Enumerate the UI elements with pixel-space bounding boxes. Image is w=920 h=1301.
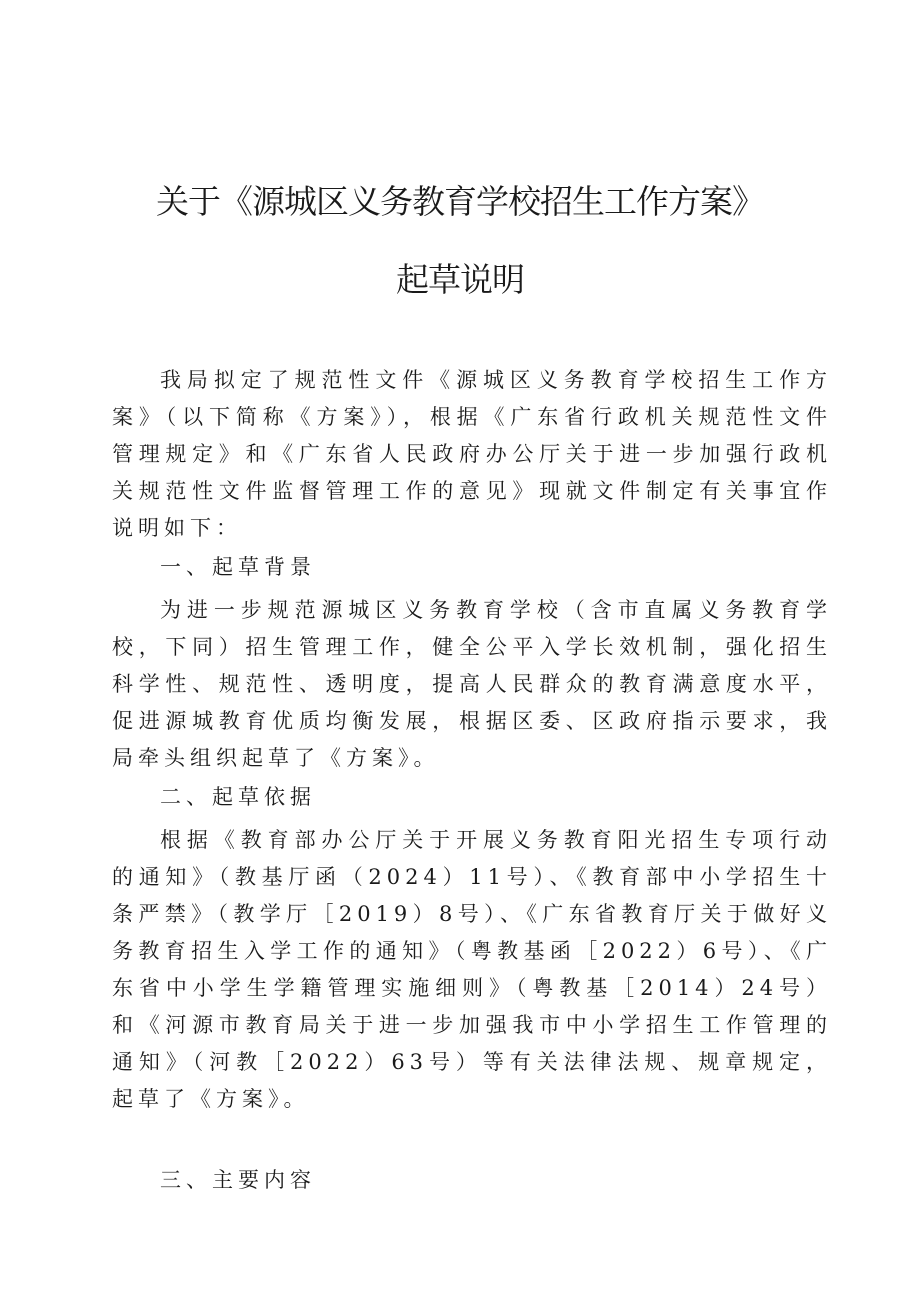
document-subtitle: 起草说明 (396, 260, 524, 299)
section-body-background: 为进一步规范源城区义务教育学校（含市直属义务教育学校，下同）招生管理工作，健全公平入学长效机制，强化招生科学性、规范性、透明度，提高人民群众的教育满意度水平，促进源城教育优质均衡发展，根据区委、区政府指示要求，我局牵头组织起草了《方案》。 (112, 598, 832, 770)
section-heading-basis: 二、起草依据 (160, 785, 316, 809)
document-title: 关于《源城区义务教育学校招生工作方案》 (156, 182, 764, 221)
section-heading-background: 一、起草背景 (160, 555, 316, 579)
section-body-basis: 根据《教育部办公厅关于开展义务教育阳光招生专项行动的通知》（教基厅函（2024）11号）、《教育部中小学招生十条严禁》（教学厅［2019）8号）、《广东省教育厅关于做好义务教育招生入学工作的通知》（粤教基函［2022）6号）、《广东省中小学生学籍管理实施细则》（粤教基［2014）24号）和《河源市教育局关于进一步加强我市中小学招生工作管理的通知》（河教［2022）63号）等有关法律法规、规章规定，起草了《方案》。 (112, 828, 832, 1111)
intro-paragraph: 我局拟定了规范性文件《源城区义务教育学校招生工作方案》（以下简称《方案》），根据《广东省行政机关规范性文件管理规定》和《广东省人民政府办公厅关于进一步加强行政机关规范性文件监督管理工作的意见》现就文件制定有关事宜作说明如下： (112, 368, 832, 540)
section-heading-content: 三、主要内容 (160, 1168, 316, 1192)
